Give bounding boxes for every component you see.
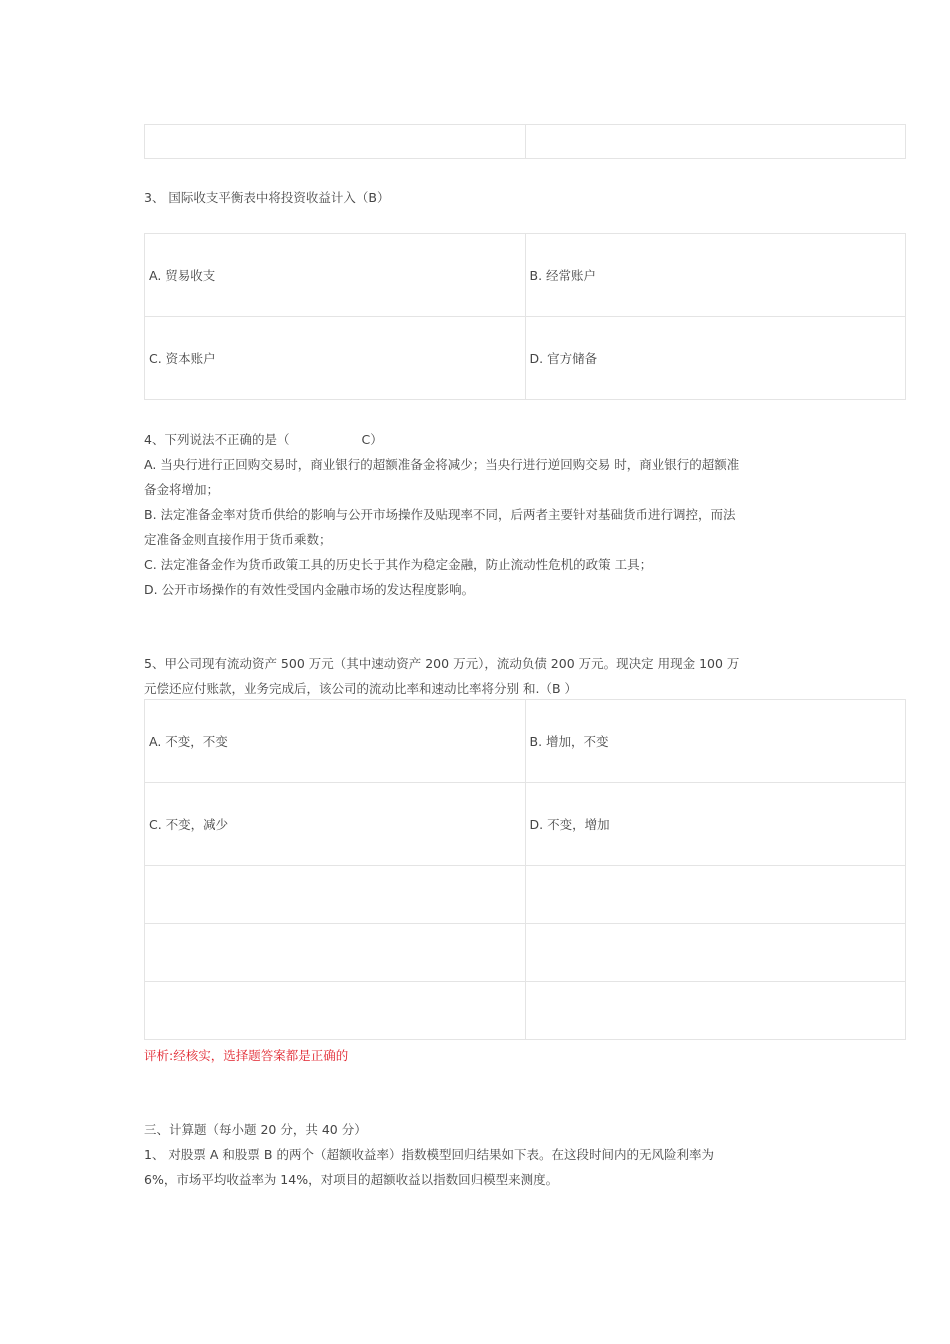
q5-option-d: D. 不变，增加 — [525, 783, 906, 866]
q4-stem-prefix: 4、下列说法不正确的是（ — [144, 432, 290, 447]
q4-line-4: 定准备金则直接作用于货币乘数； — [144, 532, 332, 547]
empty-cell — [145, 982, 526, 1040]
q3-stem: 3、 国际收支平衡表中将投资收益计入（B） — [144, 190, 390, 205]
empty-cell — [145, 924, 526, 982]
q3-options-table — [144, 233, 906, 400]
q3-option-b: B. 经常账户 — [525, 234, 906, 317]
q5-option-b: B. 增加，不变 — [525, 700, 906, 783]
q5-option-a: A. 不变，不变 — [145, 700, 526, 783]
q4-line-3: B. 法定准备金率对货币供给的影响与公开市场操作及贴现率不同，后两者主要针对基础货币进行调控，而法 — [144, 507, 736, 522]
empty-cell — [525, 125, 906, 159]
q5-line-1: 5、甲公司现有流动资产 500 万元（其中速动资产 200 万元），流动负债 200 万元。现决定 用现金 100 万 — [144, 656, 740, 671]
q5-line-2: 元偿还应付账款，业务完成后，该公司的流动比率和速动比率将分别 和.（B ） — [144, 681, 577, 696]
q4-stem — [144, 430, 383, 448]
q5-options-table — [144, 699, 906, 1040]
empty-cell — [145, 866, 526, 924]
q4-line-5: C. 法定准备金作为货币政策工具的历史长于其作为稳定金融，防止流动性危机的政策 工具； — [144, 557, 653, 572]
q5-option-c: C. 不变，减少 — [145, 783, 526, 866]
q3-option-d: D. 官方储备 — [525, 317, 906, 400]
section3-q1-line-2: 6%，市场平均收益率为 14%，对项目的超额收益以指数回归模型来测度。 — [144, 1172, 559, 1187]
q4-line-1: A. 当央行进行正回购交易时，商业银行的超额准备金将减少；当央行进行逆回购交易 时，商业银行的超额准 — [144, 457, 740, 472]
empty-cell — [525, 982, 906, 1040]
empty-cell — [525, 924, 906, 982]
q4-line-6: D. 公开市场操作的有效性受国内金融市场的发达程度影响。 — [144, 582, 475, 597]
q3-option-c: C. 资本账户 — [145, 317, 526, 400]
section3-title: 三、计算题（每小题 20 分，共 40 分） — [144, 1122, 367, 1137]
empty-cell — [145, 125, 526, 159]
q4-stem-answer: C） — [361, 432, 383, 447]
q3-option-a: A. 贸易收支 — [145, 234, 526, 317]
q4-line-2: 备金将增加； — [144, 482, 220, 497]
review-comment: 评析:经核实，选择题答案都是正确的 — [144, 1048, 349, 1063]
empty-table-top — [144, 124, 906, 159]
empty-cell — [525, 866, 906, 924]
section3-q1-line-1: 1、 对股票 A 和股票 B 的两个（超额收益率）指数模型回归结果如下表。在这段时间内的无风险利率为 — [144, 1147, 714, 1162]
